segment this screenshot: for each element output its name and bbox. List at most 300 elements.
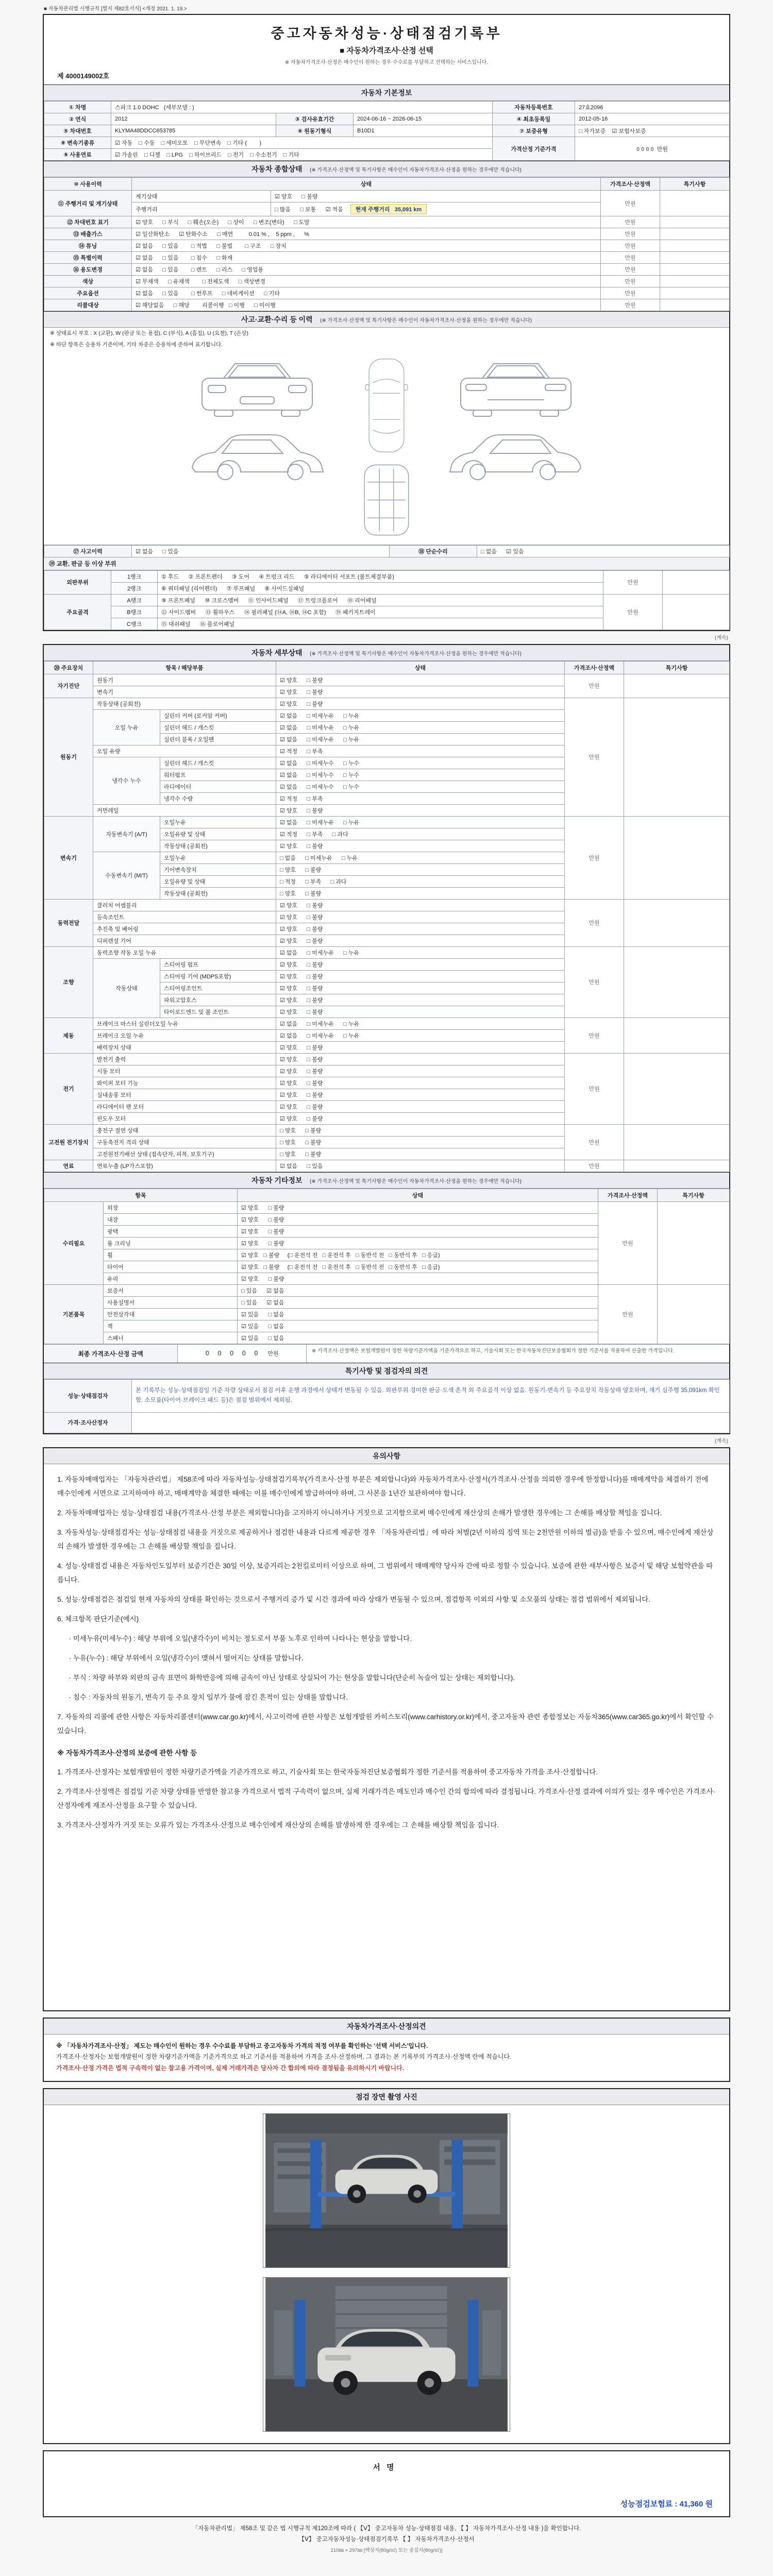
table-header-row — [44, 661, 730, 674]
state-cell: ☑ 양호 □ 불량 — [276, 1041, 565, 1053]
appraisal-opinion-title: 자동차가격조사·산정의견 — [347, 2022, 426, 2030]
table-row — [44, 1412, 730, 1433]
sub-group-cell: 수동변속기 (M/T) — [93, 852, 160, 899]
group-label-cell: ⑯ 용도변경 — [44, 264, 132, 276]
state-cell: ☑ 있음 □ 없음 — [238, 1332, 598, 1344]
state-cell: ☑ 양호 □ 불량 — [276, 958, 565, 970]
state-cell: ☑ 양호 □ 불량 — [276, 994, 565, 1006]
overall-condition-title: 자동차 종합상태 — [251, 165, 303, 173]
table-row — [44, 264, 730, 276]
notice-paragraph: · 부식 : 차량 하부와 외판의 금속 표면이 화학반응에 의해 금속이 아닌 상태로 상실되어 가는 현상을 말합니다(단순히 녹슬어 있는 상태는 제외합니다). — [57, 1673, 515, 1682]
table-row — [44, 674, 730, 686]
price-cell: 만원 — [565, 674, 624, 698]
main-record-block — [43, 14, 730, 631]
price-cell: 만원 — [603, 594, 663, 630]
item-label-cell: 휠 — [104, 1249, 238, 1261]
state-cell: ☑ 양호 □ 불량 (□ 운전석 전 □ 운전석 후 □ 동반석 전 □ 동반석 후 □ 응급) — [238, 1261, 598, 1273]
price-appraisal-option: ■ 자동차가격조사·산정 선택 — [340, 46, 433, 55]
note-cell — [660, 276, 730, 287]
special-notes-table — [44, 1379, 730, 1433]
group-label-cell: ⑭ 튜닝 — [44, 240, 132, 252]
note-cell — [660, 240, 730, 252]
price-appraisal-note: ※ 자동차가격조사·산정은 매수인이 원하는 경우 수수료를 부담하고 선택하는 서비스입니다. — [284, 60, 489, 65]
notice-paragraph: 3. 가격조사·산정자가 거짓 또는 오류가 있는 가격조사·산정으로 매수인에게 재산상의 손해를 발생하게 한 경우에는 그 손해를 배상할 책임을 집니다. — [57, 1821, 499, 1829]
table-row — [44, 101, 730, 113]
group-label-cell: ⑫ 차대번호 표기 — [44, 216, 132, 228]
accident-flags-table — [44, 545, 730, 557]
special-notes-band — [44, 1363, 729, 1379]
table-row — [44, 276, 730, 287]
notice-paragraph: 4. 성능·상태점검 내용은 자동차인도일부터 보증기간은 30일 이상, 보증거리는 2천킬로미터 이상으로 하며, 그 범위에서 매매계약 당사자 간에 따로 정할 수 있습니다. 보증에 관한 세부사항은 보증서 및 해당 보험약관을 따릅니다. — [57, 1562, 713, 1584]
first-registration-label: ④ 최초등록일 — [493, 113, 575, 125]
item-label-cell: 변속기 — [93, 686, 276, 698]
state-cell: ☑ 양호 □ 불량 — [276, 1089, 565, 1100]
notice-paragraph: 5. 성능·상태점검은 점검일 현재 자동차의 상태를 확인하는 것으로서 주행거리 증가 및 시간 경과에 따라 상태가 변동될 수 있으며, 점검항목 이외의 사항 및 소모품의 상태는 점검 범위에서 제외됩니다. — [57, 1595, 651, 1603]
notice-title: 유의사항 — [372, 1451, 401, 1460]
header-state: 상태 — [276, 661, 565, 674]
table-row — [44, 1124, 730, 1136]
table-row — [44, 228, 730, 240]
note-cell — [624, 946, 730, 1018]
state-cell: ☑ 양호 □ 불량 — [276, 899, 565, 911]
exchange-sheetmetal-band: ⑲ 교환, 판금 등 이상 부위 — [44, 557, 729, 570]
sub-group-cell: 작동상태 — [93, 958, 160, 1018]
group-label-cell: 외판부위 — [44, 570, 111, 594]
note-cell — [624, 1018, 730, 1053]
price-cell: 만원 — [601, 240, 660, 252]
group-label-cell: 자기진단 — [44, 674, 93, 698]
price-cell: 만원 — [603, 570, 663, 594]
final-appraisal-digits: 0 0 0 0 0 — [205, 1348, 261, 1357]
group-label-cell: ⑬ 배출가스 — [44, 228, 132, 240]
item-label-cell: 보증서 — [104, 1284, 238, 1296]
state-cell: □ 양호 □ 불량 — [276, 863, 565, 875]
state-cell: ☑ 양호 □ 불량 — [276, 1100, 565, 1112]
price-cell: 만원 — [601, 264, 660, 276]
vin-label: ⑤ 차대번호 — [44, 125, 111, 137]
header-remarks: 특기사항 — [658, 1189, 730, 1201]
document-header — [44, 15, 729, 84]
accident-history-label: ⑰ 사고이력 — [44, 545, 132, 557]
price-cell: 만원 — [565, 899, 624, 946]
diagram-column-right — [444, 357, 588, 481]
vehicle-name-value: 스파크 1.0 DOHC (세부모델 : ) — [111, 101, 493, 113]
group-label-cell: 리콜대상 — [44, 299, 132, 311]
group-label-cell: 변속기 — [44, 816, 93, 899]
state-cell: ⑥ 쿼터패널 (리어펜더) ⑦ 루프패널 ⑧ 사이드실패널 — [158, 582, 603, 594]
base-price-value: 0 0 0 0 만원 — [575, 137, 730, 161]
footer-paper-spec: 210㎜ × 297㎜ [백상지(80g/㎡) 또는 중질지(80g/㎡)] — [330, 2547, 443, 2553]
exchange-sheetmetal-table — [44, 570, 730, 630]
state-cell: ☑ 양호 □ 불량 — [276, 982, 565, 994]
note-cell — [658, 1201, 730, 1284]
state-cell: □ 양호 □ 불량 — [276, 1136, 565, 1148]
state-cell: ☑ 없음 □ 미세누수 □ 누수 — [276, 781, 565, 792]
special-notes-title: 특기사항 및 점검자의 의견 — [345, 1366, 428, 1375]
appraisal-opinion-band — [44, 2019, 729, 2035]
note-cell — [624, 1124, 730, 1160]
price-cell: 만원 — [565, 1053, 624, 1124]
item-label-cell: 유리 — [104, 1273, 238, 1284]
basic-info-title: 자동차 기본정보 — [361, 89, 412, 97]
item-label-cell: 배력장치 상태 — [93, 1041, 276, 1053]
table-row — [44, 1379, 730, 1412]
diagram-note-legend: ※ 하단 항목은 승용차 기준이며, 기타 차종은 승용차에 준하여 표기합니다. — [50, 341, 223, 348]
price-cell: 만원 — [601, 299, 660, 311]
vehicle-name-label: ① 차명 — [44, 101, 111, 113]
engine-type-label: ⑥ 원동기형식 — [276, 125, 354, 137]
group-label-cell: 수리필요 — [44, 1201, 104, 1284]
price-cell: 만원 — [601, 276, 660, 287]
table-row — [44, 287, 730, 299]
car-side-left-diagram — [185, 427, 329, 481]
car-top-diagram — [358, 357, 415, 454]
state-cell: □ 없음 □ 미세누유 □ 누유 — [276, 852, 565, 863]
notice-items — [57, 1472, 716, 1738]
notice-paragraph: 2. 자동차매매업자는 성능·상태점검 내용(가격조사·산정 부분은 제외합니다)을 고지하지 아니하거나 거짓으로 고지함으로써 매수인에게 재산상의 손해가 발생한 경우에는 그 손해를 배상할 책임을 집니다. — [57, 1509, 662, 1517]
state-cell: □ 있음 ☑ 없음 — [238, 1296, 598, 1308]
state-cell: ☑ 양호 □ 불량 — [276, 1006, 565, 1018]
price-cell: 만원 — [565, 1160, 624, 1172]
document-footer — [43, 2523, 730, 2554]
state-cell: ☑ 없음 □ 있음 □ 렌트 □ 리스 □ 영업용 — [132, 264, 601, 276]
state-cell: ☑ 적정 □ 부족 — [276, 745, 565, 757]
price-cell: 만원 — [601, 191, 660, 216]
sub-group-cell: C랭크 — [111, 618, 158, 630]
price-cell: 만원 — [565, 946, 624, 1018]
item-label-cell: 스티어링 펌프 — [160, 958, 276, 970]
photos-title: 점검 장면 촬영 사진 — [356, 2093, 417, 2102]
notice-sub-items — [57, 1765, 716, 1832]
item-label-cell: 타이로드엔드 및 볼 조인트 — [160, 1006, 276, 1018]
final-appraisal-row — [44, 1344, 729, 1363]
price-cell: 만원 — [565, 1124, 624, 1160]
table-header-row — [44, 178, 730, 191]
item-label-cell: 계기상태 — [132, 191, 271, 202]
item-label-cell: 오일 유량 — [93, 745, 276, 757]
price-cell: 만원 — [601, 228, 660, 240]
item-label-cell: 라디에이터 — [160, 781, 276, 792]
note-cell — [624, 816, 730, 899]
state-cell: ☑ 양호 □ 부식 □ 훼손(오손) □ 상이 □ 변조(변타) □ 도말 — [132, 216, 601, 228]
footer-check-line: 【Ⅴ】 중고자동차성능·상태점검기록부 【 】 자동차가격조사·산정서 — [298, 2536, 475, 2543]
table-row — [44, 1018, 730, 1029]
inspection-photo-car-in-bay — [263, 2277, 510, 2432]
detail-condition-block — [43, 644, 730, 1434]
item-label-cell: 실린더 헤드 / 개스킷 — [160, 757, 276, 769]
notice-paragraph: 1. 자동차매매업자는 「자동차관리법」 제58조에 따라 자동차성능·상태점검기록부(가격조사·산정 부분은 제외합니다)와 자동차가격조사·산정서(가격조사·산정을 의뢰한 경우에 한정합니다)를 매매계약을 체결하기 전에 매수인에게 서면으로 고지하여야 하고, 매매계약을 체결한 때에는 이를 매수인에게 발급하여야 하며, 그 사본을 1년간 보관하여야 합니다. — [57, 1475, 711, 1497]
item-label-cell: 작동상태 (공회전) — [160, 840, 276, 852]
note-cell — [660, 264, 730, 276]
detail-condition-title: 자동차 세부상태 — [251, 648, 303, 657]
table-row — [44, 545, 730, 557]
group-label-cell: 원동기 — [44, 698, 93, 816]
header-item: 항목 — [44, 1189, 238, 1201]
header-state: 상태 — [238, 1189, 598, 1201]
header-remarks: 특기사항 — [624, 661, 730, 674]
fuel-type-label: ⑨ 사용연료 — [44, 149, 111, 161]
final-appraisal-unit: 만원 — [267, 1350, 279, 1357]
group-label-cell: 주요옵션 — [44, 287, 132, 299]
state-cell: ☑ 없음 □ 있음 — [276, 1160, 565, 1172]
state-cell: ☑ 양호 □ 불량 — [276, 1112, 565, 1124]
item-label-cell: 추진축 및 베어링 — [93, 923, 276, 935]
item-label-cell: 작동상태 (공회전) — [160, 887, 276, 899]
state-cell: ① 후드 ② 프론트펜더 ③ 도어 ④ 트렁크 리드 ⑤ 라디에이터 서포트 (볼트체결부품) — [158, 570, 603, 582]
appraisal-opinion-block — [43, 2018, 730, 2082]
state-cell: ☑ 양호 □ 불량 — [276, 935, 565, 946]
detail-condition-note: (※ 가격조사·산정액 및 특기사항은 매수인이 자동차가격조사·산정을 원하는 경우에만 적습니다) — [310, 651, 522, 657]
note-cell — [624, 899, 730, 946]
item-label-cell: 파워고압호스 — [160, 994, 276, 1006]
note-cell — [663, 570, 730, 594]
simple-repair-state: □ 없음 ☑ 있음 — [477, 545, 730, 557]
transmission-label: ⑧ 변속기종류 — [44, 137, 111, 149]
simple-repair-label: ⑱ 단순수리 — [390, 545, 477, 557]
engine-type-value: B10D1 — [354, 125, 493, 137]
item-label-cell: 주행거리 — [132, 202, 271, 216]
table-row — [44, 299, 730, 311]
state-cell: ☑ 적정 □ 부족 — [276, 792, 565, 804]
state-cell: ☑ 양호 □ 불량 — [238, 1237, 598, 1249]
header-remarks: 특기사항 — [660, 178, 730, 191]
notice-paragraph: 2. 가격조사·산정액은 점검일 기준 차량 상태를 반영한 참고용 가격으로서 법적 구속력이 없으며, 실제 거래가격은 매도인과 매수인 간의 합의에 따라 결정됩니다. 가격조사·산정 결과에 이의가 있는 경우 매수인은 가격조사·산정자에게 재조사·산정을 요구할 수 있습니다. — [57, 1787, 716, 1809]
final-appraisal-amount — [178, 1345, 307, 1363]
item-label-cell: 워터펌프 — [160, 769, 276, 781]
item-label-cell: 윈도우 모터 — [93, 1112, 276, 1124]
inspection-validity-label: ③ 검사유효기간 — [276, 113, 354, 125]
overall-condition-table — [44, 177, 730, 311]
notice-paragraph: · 미세누유(미세누수) : 해당 부위에 오일(냉각수)이 비치는 정도로서 부품 노후로 인하여 나타나는 현상을 말합니다. — [57, 1634, 412, 1642]
state-cell: ☑ 없음 □ 미세누유 □ 누유 — [276, 1029, 565, 1041]
car-side-right-diagram — [444, 427, 588, 481]
item-label-cell: 연료누출 (LP가스포함) — [93, 1160, 276, 1172]
item-label-cell: 라디에이터 팬 모터 — [93, 1100, 276, 1112]
item-label-cell: 외장 — [104, 1201, 238, 1213]
vehicle-damage-diagrams — [44, 350, 729, 545]
item-label-cell: 실린더 블록 / 오일팬 — [160, 733, 276, 745]
item-label-cell: 원동기 — [93, 674, 276, 686]
appraiser-opinion-text — [132, 1412, 730, 1433]
table-row — [44, 1160, 730, 1172]
appraisal-opinion-body — [44, 2035, 729, 2081]
item-label-cell: 브레이크 마스터 실린더오일 누유 — [93, 1018, 276, 1029]
state-cell: ☑ 양호 □ 불량 (□ 운전석 전 □ 운전석 후 □ 동반석 전 □ 동반석 후 □ 응급) — [238, 1249, 598, 1261]
final-appraisal-label: 최종 가격조사·산정 금액 — [44, 1345, 178, 1363]
item-label-cell: 동력조향 작동 오일 누유 — [93, 946, 276, 958]
item-label-cell: 오일유량 및 상태 — [160, 875, 276, 887]
header-item-part: 항목 / 해당부품 — [93, 661, 276, 674]
basic-info-table — [44, 101, 730, 161]
group-label-cell: 동력전달 — [44, 899, 93, 946]
inspector-opinion-text: 본 기록부는 성능·상태점검일 기준 차량 상태로서 점검 이후 운행 과정에서 상태가 변동될 수 있음. 외판부위 경미한 판금·도색 흔적 외 주요골격 이상 없음. 원동기·변속기 등 주요장치 작동상태 양호하며, 계기 실주행 35,091km 확인함. 소모품(타이어·브레이크 패드 등)은 점검 범위에서 제외됨. — [132, 1379, 730, 1412]
state-cell: □ 양호 □ 불량 — [276, 1148, 565, 1160]
item-label-cell: 오일누유 — [160, 852, 276, 863]
state-cell: ☑ 없음 □ 있음 □ 적법 □ 불법 □ 구조 □ 장치 — [132, 240, 601, 252]
note-cell — [624, 698, 730, 816]
item-label-cell: 와이퍼 모터 기능 — [93, 1077, 276, 1089]
warranty-type-value: □ 자가보증 ☑ 보험사보증 — [575, 125, 730, 137]
table-row — [44, 137, 730, 149]
document-number: 제 4000149002호 — [57, 72, 110, 80]
document-title: 중고자동차성능·상태점검기록부 — [271, 26, 502, 41]
state-cell: ☑ 없음 □ 미세누유 □ 누유 — [276, 733, 565, 745]
state-cell: ⑫ 사이드멤버 ⑬ 휠하우스 ⑭ 필러패널 (⑭A, ⑭B, ⑭C 포함) ⑲ 패키지트레이 — [158, 606, 603, 618]
state-cell: ☑ 양호 □ 불량 — [276, 1077, 565, 1089]
state-cell: ☑ 일산화탄소 ☑ 탄화수소 □ 매연 0.01 % , 5 ppm , % — [132, 228, 601, 240]
state-cell: ☑ 양호 □ 불량 — [276, 686, 565, 698]
state-cell: ☑ 없음 □ 있음 □ 침수 □ 화재 — [132, 252, 601, 264]
price-cell: 만원 — [601, 252, 660, 264]
appraiser-role-label: 가격·조사산정자 — [44, 1412, 132, 1433]
table-row — [44, 216, 730, 228]
base-price-label: 가격산정 기준가격 — [493, 137, 575, 161]
state-cell: ☑ 적정 □ 부족 □ 과다 — [276, 828, 565, 840]
opinion-line-1: ※ 「자동차가격조사·산정」 제도는 매수인이 원하는 경우 수수료를 부담하고 중고자동차 가격의 적정 여부를 확인하는 '선택 서비스'입니다. — [56, 2042, 428, 2049]
state-cell: ☑ 있음 □ 없음 — [238, 1320, 598, 1332]
group-label-cell: ⑪ 주행거리 및 계기상태 — [44, 191, 132, 216]
price-cell: 만원 — [598, 1201, 658, 1284]
overall-condition-note: (※ 가격조사·산정액 및 특기사항은 매수인이 자동차가격조사·산정을 원하는 경우에만 적습니다) — [310, 167, 522, 173]
transmission-value: ☑ 자동 □ 수동 □ 세미오토 □ 무단변속 □ 기타 ( ) — [111, 137, 493, 149]
state-cell: ☑ 양호 □ 불량 — [276, 804, 565, 816]
item-label-cell: 냉각수 수량 — [160, 792, 276, 804]
notice-paragraph: · 누유(누수) : 해당 부위에서 오일(냉각수)이 맺혀서 떨어지는 상태를 말합니다. — [57, 1654, 304, 1662]
group-label-cell: 제동 — [44, 1018, 93, 1053]
note-cell — [658, 1284, 730, 1344]
item-label-cell: 충전구 절연 상태 — [93, 1124, 276, 1136]
note-cell — [660, 299, 730, 311]
table-row — [44, 570, 730, 582]
item-label-cell: 실린더 커버 (로커암 커버) — [160, 709, 276, 721]
accident-history-note: (※ 가격조사·산정액 및 특기사항은 매수인이 자동차가격조사·산정을 원하는 경우에만 적습니다) — [320, 318, 532, 324]
state-cell: ☑ 없음 □ 미세누유 □ 누유 — [276, 1018, 565, 1029]
price-cell: 만원 — [601, 216, 660, 228]
signature-label: 서명 — [373, 2463, 400, 2472]
car-rear-diagram — [451, 357, 580, 418]
note-cell — [660, 228, 730, 240]
form-reference: ■ 자동차관리법 시행규칙 [별지 제82호서식] <개정 2021. 1. 19.> — [44, 6, 187, 12]
group-label-cell: 조향 — [44, 946, 93, 1018]
diagram-column-center — [358, 357, 415, 537]
table-row — [44, 1201, 730, 1213]
notice-paragraph: · 침수 : 자동차의 원동기, 변속기 등 주요 장치 일부가 물에 잠긴 흔적이 있는 상태를 말합니다. — [57, 1693, 348, 1701]
etc-info-table — [44, 1189, 730, 1344]
state-cell: ☑ 양호 □ 불량 — [238, 1225, 598, 1237]
sub-group-cell: B랭크 — [111, 606, 158, 618]
item-label-cell: 실내송풍 모터 — [93, 1089, 276, 1100]
state-cell: ☑ 양호 □ 불량 — [276, 674, 565, 686]
group-label-cell: 전기 — [44, 1053, 93, 1124]
item-label-cell: 클러치 어셈블리 — [93, 899, 276, 911]
group-label-cell: 연료 — [44, 1160, 93, 1172]
state-cell: ☑ 없음 □ 미세누유 □ 누유 — [276, 721, 565, 733]
header-major-device: ⑳ 주요장치 — [44, 661, 93, 674]
group-label-cell: 주요골격 — [44, 594, 111, 630]
table-row — [44, 191, 730, 202]
continued-marker: (계속) — [715, 1438, 728, 1444]
state-cell: □ 적정 □ 부족 □ 과다 — [276, 875, 565, 887]
inspector-role-label: 성능·상태점검자 — [44, 1379, 132, 1412]
notice-paragraph: 1. 가격조사·산정자는 보험개발원이 정한 차량기준가액을 기준가격으로 하고, 기술사회 또는 한국자동차진단보증협회가 정한 기준서를 적용하여 중고자동차 가격을 조사·산정합니다. — [57, 1768, 598, 1776]
notice-block — [43, 1447, 730, 2011]
state-cell: ☑ 양호 □ 불량 — [238, 1213, 598, 1225]
inspection-photos-block — [43, 2088, 730, 2444]
note-cell — [624, 674, 730, 698]
item-label-cell: 스티어링조인트 — [160, 982, 276, 994]
sub-group-cell: 냉각수 누수 — [93, 757, 160, 804]
item-label-cell: 고전원전기배선 상태 (접속단자, 피복, 보호기구) — [93, 1148, 276, 1160]
table-row — [44, 240, 730, 252]
table-header-row — [44, 1189, 730, 1201]
basic-info-band — [44, 84, 729, 101]
first-registration-value: 2012-05-16 — [575, 113, 730, 125]
note-cell — [624, 1053, 730, 1124]
sub-group-cell: A랭크 — [111, 594, 158, 606]
item-label-cell: 안전삼각대 — [104, 1308, 238, 1320]
state-cell: ☑ 양호 □ 불량 — [276, 923, 565, 935]
continued-marker: (계속) — [715, 635, 728, 641]
table-row — [44, 946, 730, 958]
item-label-cell: 스티어링 기어 (MDPS포함) — [160, 970, 276, 982]
car-front-diagram — [193, 357, 322, 418]
item-label-cell: 시동 모터 — [93, 1065, 276, 1077]
photos-band — [44, 2089, 729, 2105]
item-label-cell: 커먼레일 — [93, 804, 276, 816]
state-cell: ☑ 양호 □ 불량 — [238, 1201, 598, 1213]
odometer-highlight: 현재 주행거리 35,091 km — [350, 204, 427, 214]
state-cell: ☑ 양호 □ 불량 — [276, 911, 565, 923]
state-code-legend: ※ 상태표시 부호 : X (교환), W (판금 또는 용접), C (부식), A (흠집), U (요철), T (손상) — [50, 330, 248, 336]
item-label-cell: 기어변속장치 — [160, 863, 276, 875]
accident-history-state: ☑ 없음 □ 있음 — [132, 545, 390, 557]
note-cell — [663, 594, 730, 630]
table-row — [44, 113, 730, 125]
opinion-line-2: 가격조사·산정자는 보험개발원이 정한 차량기준가액을 기준가격으로 하고 기준서를 적용하여 가격을 조사·산정하며, 그 결과는 본 기록부의 가격조사·산정액 란에 적습니다. — [56, 2053, 512, 2061]
item-label-cell: 잭 — [104, 1320, 238, 1332]
group-label-cell: 색상 — [44, 276, 132, 287]
state-cell: ☑ 없음 □ 미세누수 □ 누수 — [276, 769, 565, 781]
header-state: 상태 — [132, 178, 601, 191]
state-cell: ☑ 양호 □ 불량 — [276, 1053, 565, 1065]
state-cell: □ 많음 □ 보통 ☑ 적음 현재 주행거리 35,091 km — [271, 202, 601, 216]
state-cell: ☑ 양호 □ 불량 — [276, 1065, 565, 1077]
note-cell — [660, 216, 730, 228]
etc-info-note: (※ 가격조사·산정액 및 특기사항은 매수인이 자동차가격조사·산정을 원하는 경우에만 적습니다) — [310, 1178, 522, 1184]
item-label-cell: 구동축전지 격리 상태 — [93, 1136, 276, 1148]
vin-value: KLYMA48DDCC653785 — [111, 125, 276, 137]
state-cell: □ 양호 □ 불량 — [276, 1124, 565, 1136]
price-cell: 만원 — [565, 1018, 624, 1053]
photo-list — [44, 2105, 729, 2443]
item-label-cell: 발전기 출력 — [93, 1053, 276, 1065]
model-year-value: 2012 — [111, 113, 276, 125]
notice-band — [44, 1448, 729, 1464]
note-cell — [660, 287, 730, 299]
sub-group-cell: 2랭크 — [111, 582, 158, 594]
table-row — [44, 252, 730, 264]
sub-group-cell: 1랭크 — [111, 570, 158, 582]
state-cell: ☑ 없음 □ 미세누유 □ 누유 — [276, 709, 565, 721]
price-cell: 만원 — [565, 816, 624, 899]
warranty-type-label: ⑦ 보증유형 — [493, 125, 575, 137]
reg-number-value: 27효2096 — [575, 101, 730, 113]
item-label-cell: 브레이크 오일 누유 — [93, 1029, 276, 1041]
footer-law-line: 「자동차관리법」 제58조 및 같은 법 시행규칙 제120조에 따라 ( 【Ⅴ】 중고자동차 성능·상태점검 내용, 【 】 자동차가격조사·산정 내용 )을 확인합니다. — [192, 2526, 581, 2532]
etc-info-band — [44, 1172, 729, 1189]
document-page — [43, 0, 730, 2555]
inspection-validity-value: 2024-06-16 ~ 2026-06-15 — [354, 113, 493, 125]
